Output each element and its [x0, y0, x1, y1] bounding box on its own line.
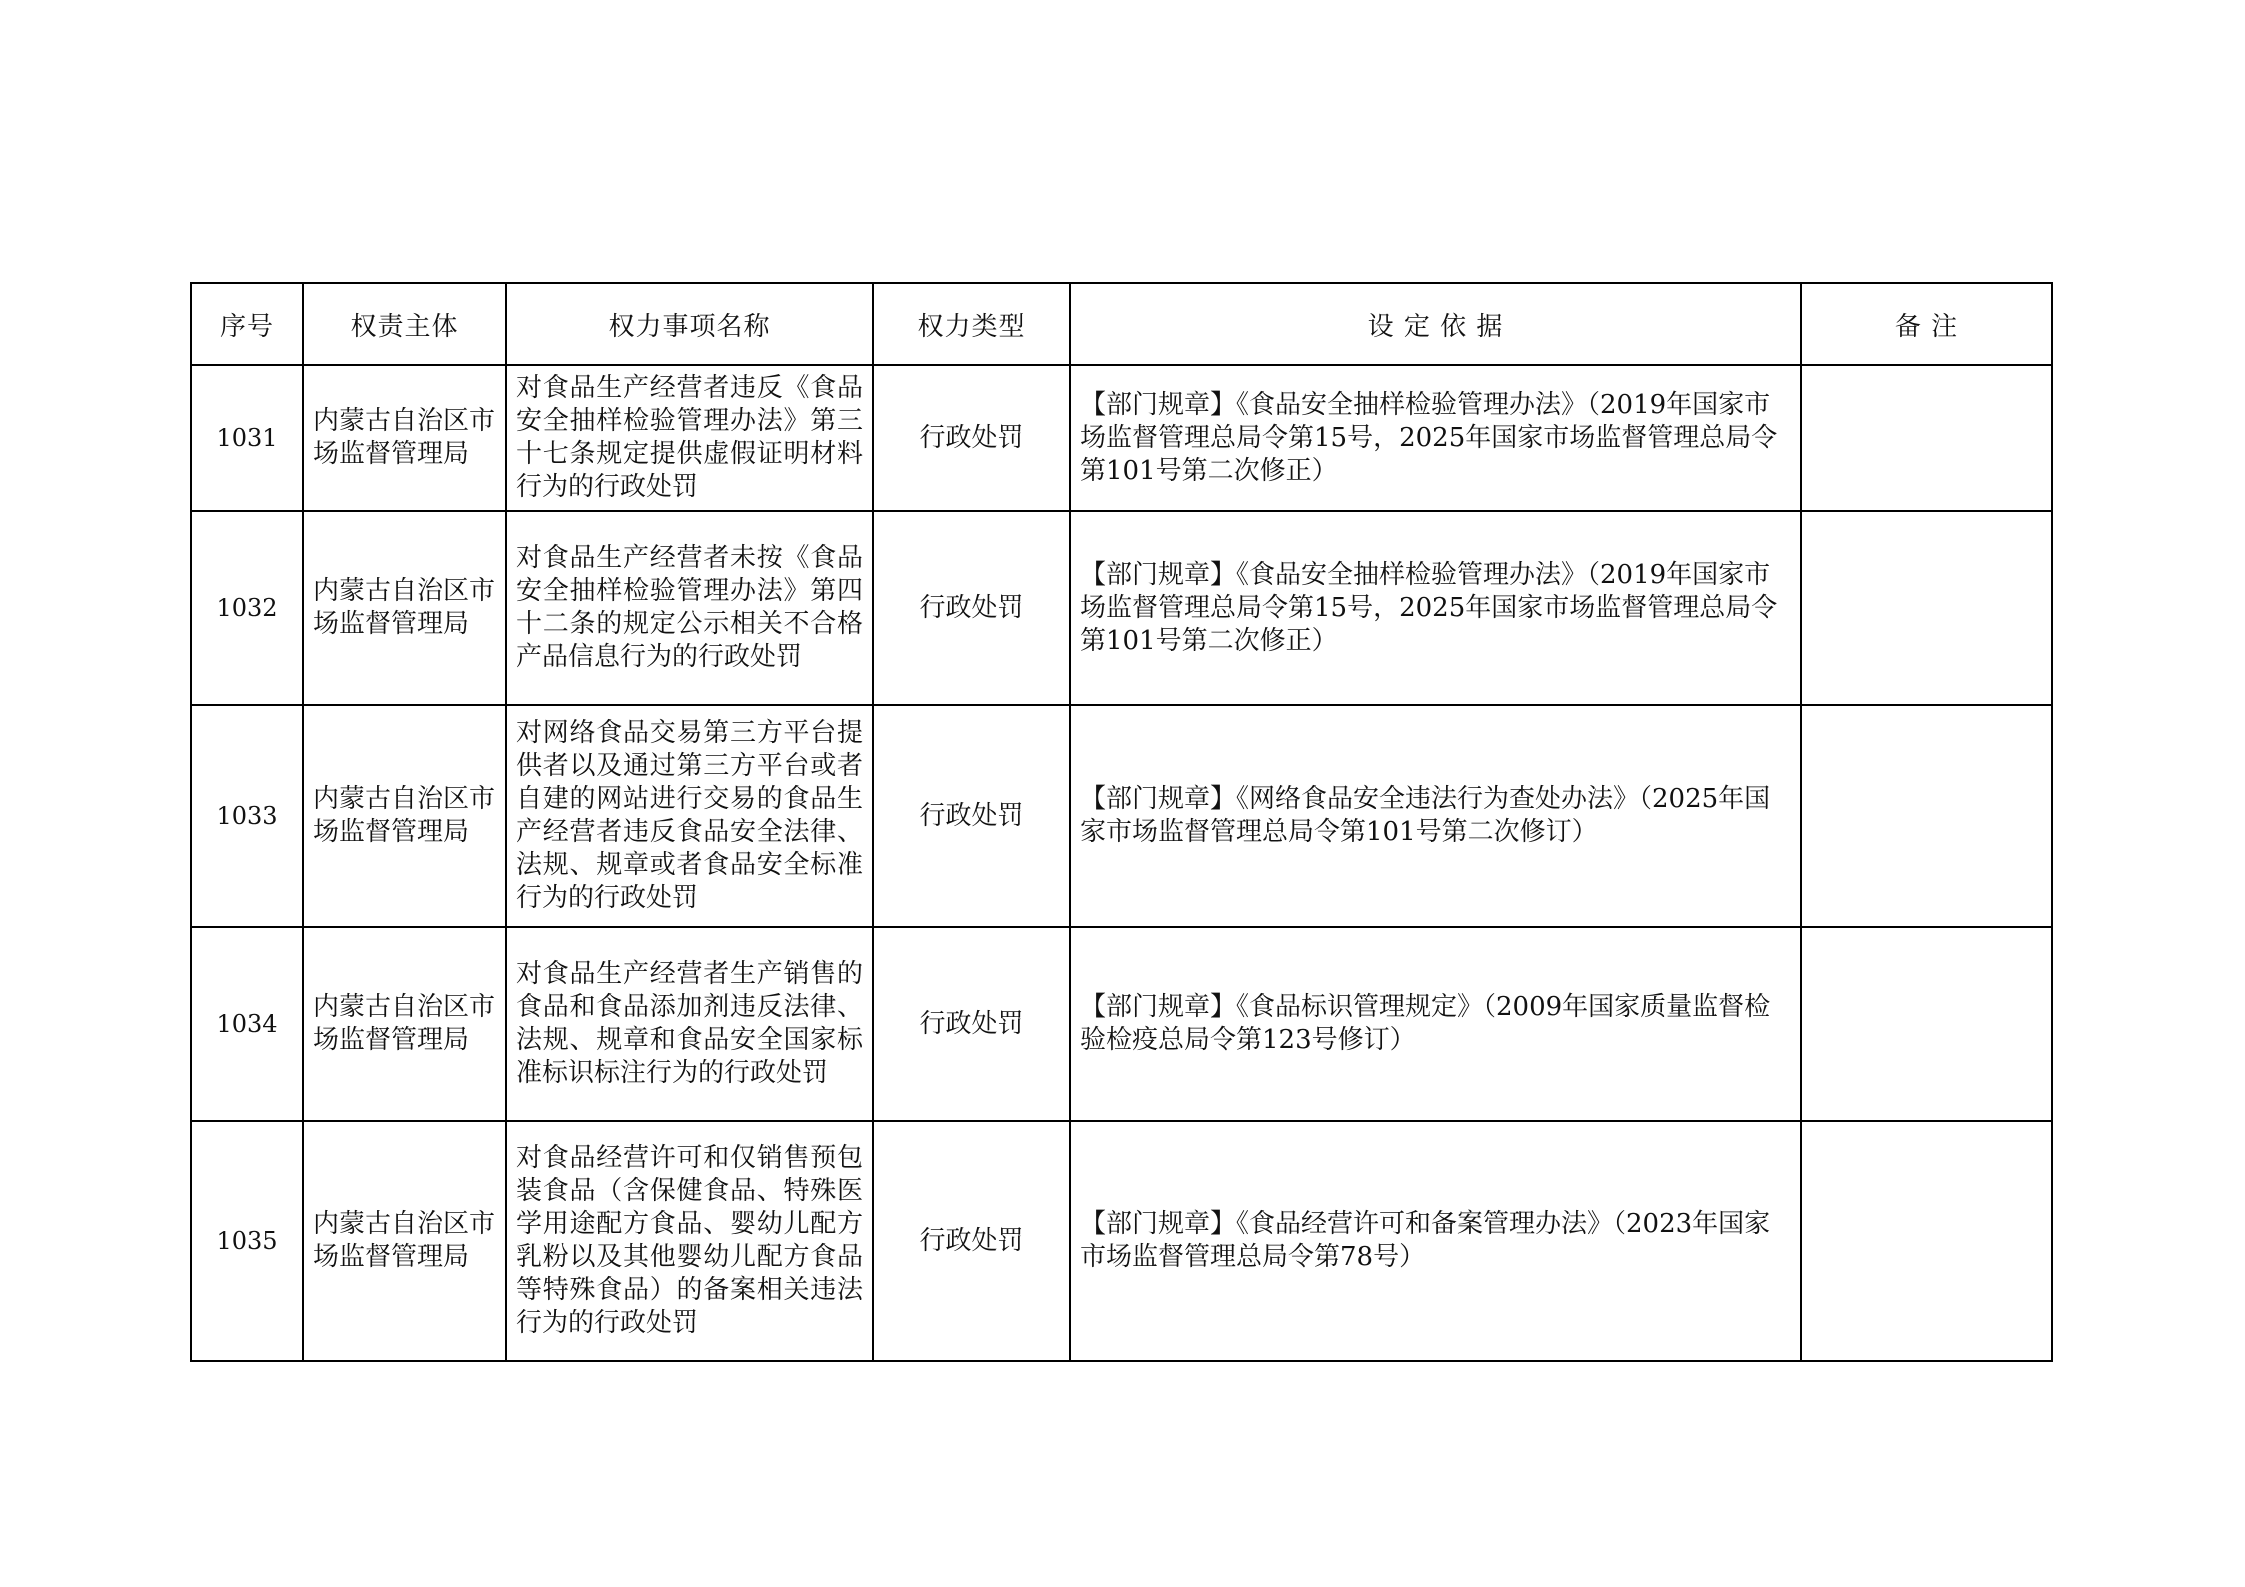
header-note: 备 注	[1801, 283, 2052, 365]
cell-seq: 1032	[191, 511, 303, 705]
cell-note	[1801, 705, 2052, 927]
cell-seq: 1034	[191, 927, 303, 1121]
cell-basis: 【部门规章】《食品经营许可和备案管理办法》（2023年国家市场监督管理总局令第78号）	[1070, 1121, 1801, 1361]
cell-basis: 【部门规章】《食品标识管理规定》（2009年国家质量监督检验检疫总局令第123号修订）	[1070, 927, 1801, 1121]
header-seq: 序号	[191, 283, 303, 365]
cell-seq: 1033	[191, 705, 303, 927]
cell-subject: 内蒙古自治区市场监督管理局	[303, 1121, 506, 1361]
cell-type: 行政处罚	[873, 511, 1070, 705]
cell-basis: 【部门规章】《网络食品安全违法行为查处办法》（2025年国家市场监督管理总局令第101号第二次修订）	[1070, 705, 1801, 927]
cell-item: 对食品经营许可和仅销售预包装食品（含保健食品、特殊医学用途配方食品、婴幼儿配方乳粉以及其他婴幼儿配方食品等特殊食品）的备案相关违法行为的行政处罚	[506, 1121, 873, 1361]
header-item: 权力事项名称	[506, 283, 873, 365]
table-row	[191, 511, 2052, 705]
authority-list-table	[190, 282, 2053, 1362]
cell-basis: 【部门规章】《食品安全抽样检验管理办法》（2019年国家市场监督管理总局令第15号，2025年国家市场监督管理总局令第101号第二次修正）	[1070, 511, 1801, 705]
cell-basis: 【部门规章】《食品安全抽样检验管理办法》（2019年国家市场监督管理总局令第15号，2025年国家市场监督管理总局令第101号第二次修正）	[1070, 365, 1801, 511]
cell-note	[1801, 511, 2052, 705]
cell-subject: 内蒙古自治区市场监督管理局	[303, 927, 506, 1121]
header-subject: 权责主体	[303, 283, 506, 365]
cell-subject: 内蒙古自治区市场监督管理局	[303, 365, 506, 511]
cell-note	[1801, 365, 2052, 511]
header-type: 权力类型	[873, 283, 1070, 365]
cell-type: 行政处罚	[873, 705, 1070, 927]
cell-item: 对食品生产经营者生产销售的食品和食品添加剂违反法律、法规、规章和食品安全国家标准标识标注行为的行政处罚	[506, 927, 873, 1121]
cell-type: 行政处罚	[873, 927, 1070, 1121]
table-row	[191, 1121, 2052, 1361]
cell-item: 对食品生产经营者未按《食品安全抽样检验管理办法》第四十二条的规定公示相关不合格产品信息行为的行政处罚	[506, 511, 873, 705]
cell-subject: 内蒙古自治区市场监督管理局	[303, 511, 506, 705]
cell-note	[1801, 1121, 2052, 1361]
header-basis: 设 定 依 据	[1070, 283, 1801, 365]
cell-seq: 1031	[191, 365, 303, 511]
table-row	[191, 927, 2052, 1121]
cell-note	[1801, 927, 2052, 1121]
cell-type: 行政处罚	[873, 365, 1070, 511]
table-row	[191, 705, 2052, 927]
cell-item: 对食品生产经营者违反《食品安全抽样检验管理办法》第三十七条规定提供虚假证明材料行为的行政处罚	[506, 365, 873, 511]
cell-type: 行政处罚	[873, 1121, 1070, 1361]
table-header-row	[191, 283, 2052, 365]
table-row	[191, 365, 2052, 511]
cell-seq: 1035	[191, 1121, 303, 1361]
cell-subject: 内蒙古自治区市场监督管理局	[303, 705, 506, 927]
cell-item: 对网络食品交易第三方平台提供者以及通过第三方平台或者自建的网站进行交易的食品生产经营者违反食品安全法律、法规、规章或者食品安全标准行为的行政处罚	[506, 705, 873, 927]
